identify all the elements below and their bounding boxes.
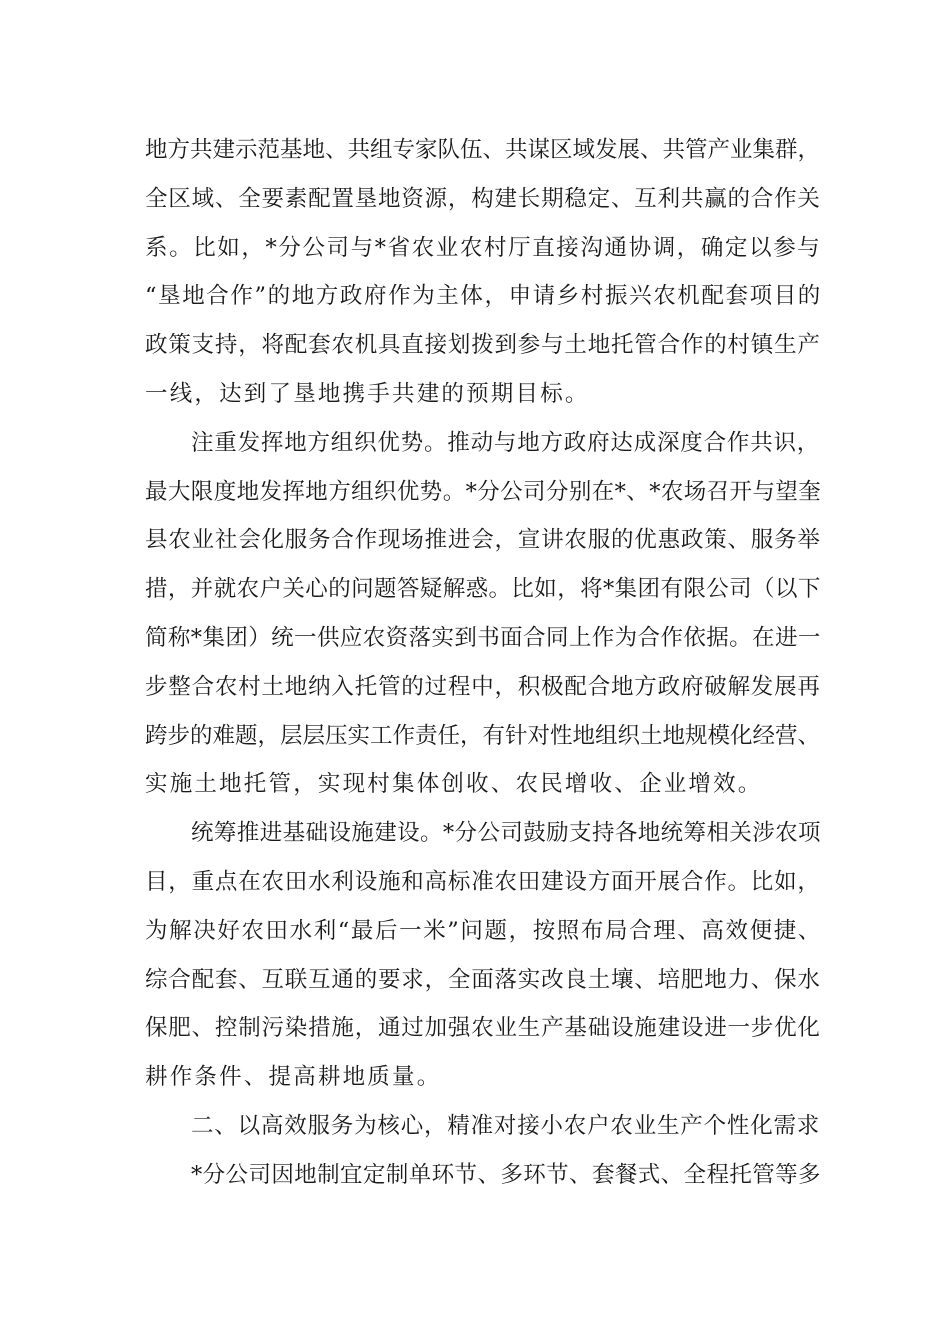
section-heading — [145, 1102, 825, 1151]
heading-text: 二、以高效服务为核心，精准对接小农户农业生产个性化需求 — [191, 1112, 821, 1139]
text-line: 简称*集团）统一供应农资落实到书面合同上作为合作依据。在进一 — [145, 624, 821, 651]
text-line: 步整合农村土地纳入托管的过程中，积极配合地方政府破解发展再 — [145, 673, 821, 700]
body-text — [145, 126, 825, 1200]
text-line: 全区域、全要素配置垦地资源，构建长期稳定、互利共赢的合作关 — [145, 185, 821, 212]
text-line: 最大限度地发挥地方组织优势。*分公司分别在*、*农场召开与望奎 — [145, 478, 822, 505]
paragraph-3 — [145, 809, 825, 1102]
text-line: 跨步的难题，层层压实工作责任，有针对性地组织土地规模化经营、 — [145, 722, 821, 749]
text-line: 县农业社会化服务合作现场推进会，宣讲农服的优惠政策、服务举 — [145, 527, 821, 554]
text-line: 综合配套、互联互通的要求，全面落实改良土壤、培肥地力、保水 — [145, 966, 821, 993]
text-line: 保肥、控制污染措施，通过加强农业生产基础设施建设进一步优化 — [145, 1015, 821, 1042]
text-line: *分公司因地制宜定制单环节、多环节、套餐式、全程托管等多 — [191, 1161, 821, 1188]
text-line: 措，并就农户关心的问题答疑解惑。比如，将*集团有限公司（以下 — [145, 576, 821, 603]
text-line: 为解决好农田水利“最后一米”问题，按照布局合理、高效便捷、 — [145, 917, 822, 944]
text-line: 地方共建示范基地、共组专家队伍、共谋区域发展、共管产业集群， — [145, 137, 821, 163]
text-line: 统筹推进基础设施建设。*分公司鼓励支持各地统筹相关涉农项 — [191, 820, 821, 847]
text-line: 一线，达到了垦地携手共建的预期目标。 — [145, 380, 590, 407]
text-line: 系。比如，*分公司与*省农业农村厅直接沟通协调，确定以参与 — [145, 234, 822, 261]
paragraph-1 — [145, 126, 825, 419]
paragraph-5 — [145, 1151, 825, 1200]
text-line: 注重发挥地方组织优势。推动与地方政府达成深度合作共识， — [191, 429, 821, 456]
text-line: 政策支持，将配套农机具直接划拨到参与土地托管合作的村镇生产 — [145, 332, 821, 359]
text-line: “垦地合作”的地方政府作为主体，申请乡村振兴农机配套项目的 — [145, 283, 822, 310]
text-line: 耕作条件、提高耕地质量。 — [145, 1064, 442, 1091]
paragraph-2 — [145, 419, 825, 809]
text-line: 实施土地托管，实现村集体创收、农民增收、企业增效。 — [145, 771, 763, 798]
text-line: 目，重点在农田水利设施和高标准农田建设方面开展合作。比如， — [145, 868, 821, 895]
